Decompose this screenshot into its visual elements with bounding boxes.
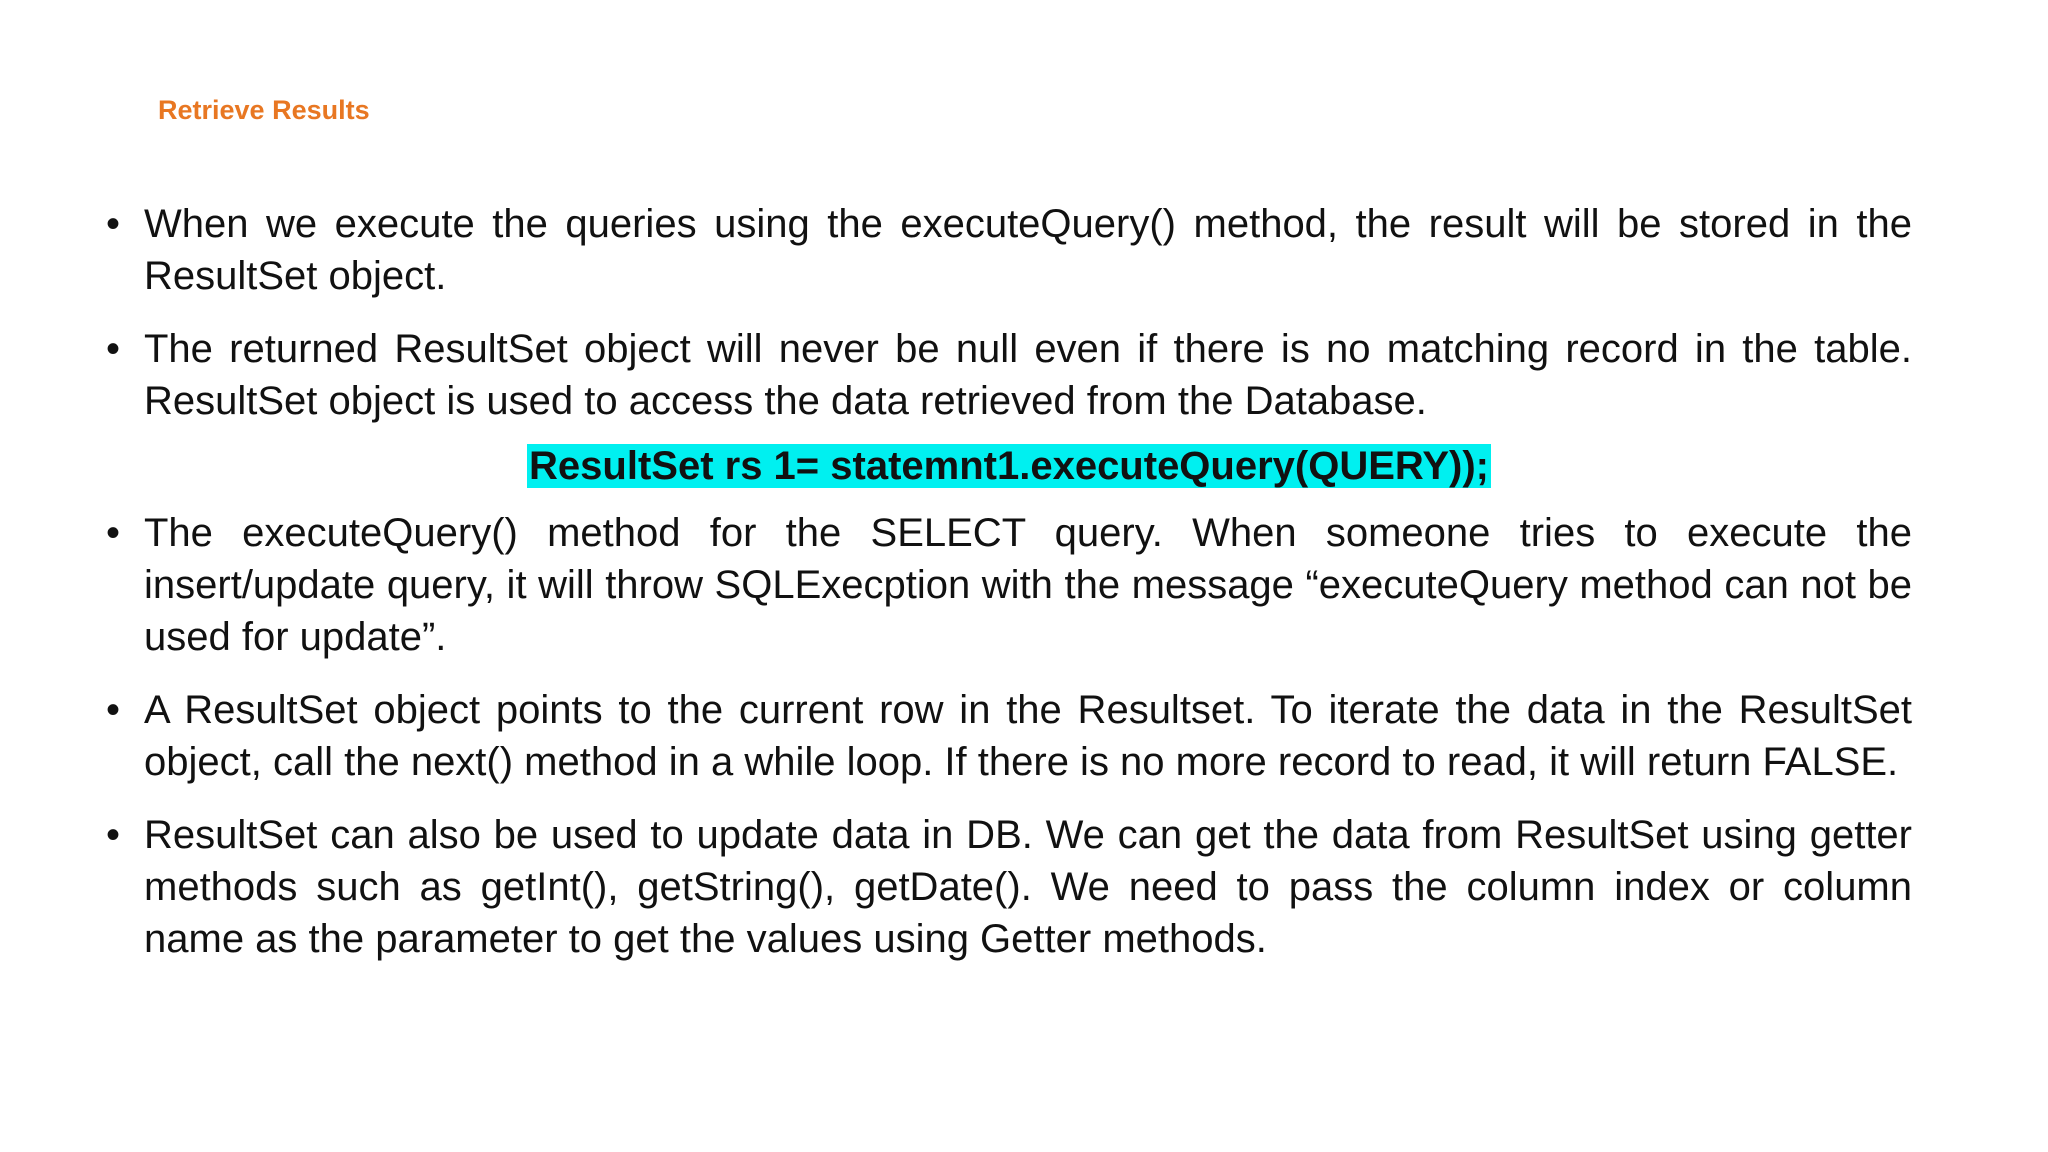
bullet-item-1 — [106, 198, 1912, 302]
bullet-item-2 — [106, 323, 1912, 427]
code-example — [106, 440, 1912, 492]
slide-title: Retrieve Results — [158, 95, 370, 125]
bullet-text: A ResultSet object points to the current row in the Resultset. To iterate the data in the ResultSet object, call the next() method in a while loop. If there is no more record to read, it will return FALSE. — [144, 688, 1912, 784]
bullet-text: When we execute the queries using the executeQuery() method, the result will be stored in the ResultSet object. — [144, 202, 1912, 298]
slide-content — [106, 198, 1912, 986]
bullet-dot: • — [106, 511, 121, 555]
bullet-text: The returned ResultSet object will never be null even if there is no matching record in the table. ResultSet object is used to access the data retrieved from the Database. — [144, 327, 1912, 423]
bullet-dot: • — [106, 813, 121, 857]
bullet-text: The executeQuery() method for the SELECT query. When someone tries to execute the insert/update query, it will throw SQLExecption with the message “executeQuery method can not be used for update”. — [144, 511, 1912, 659]
bullet-text: ResultSet can also be used to update data in DB. We can get the data from ResultSet using getter methods such as getInt(), getString(), getDate(). We need to pass the column index or column name as the parameter to get the values using Getter methods. — [144, 813, 1912, 961]
bullet-dot: • — [106, 327, 121, 371]
code-highlight: ResultSet rs 1= statemnt1.executeQuery(QUERY)); — [529, 444, 1489, 488]
bullet-dot: • — [106, 688, 121, 732]
bullet-item-3 — [106, 507, 1912, 663]
bullet-item-4 — [106, 684, 1912, 788]
bullet-item-5 — [106, 809, 1912, 965]
bullet-dot: • — [106, 202, 121, 246]
